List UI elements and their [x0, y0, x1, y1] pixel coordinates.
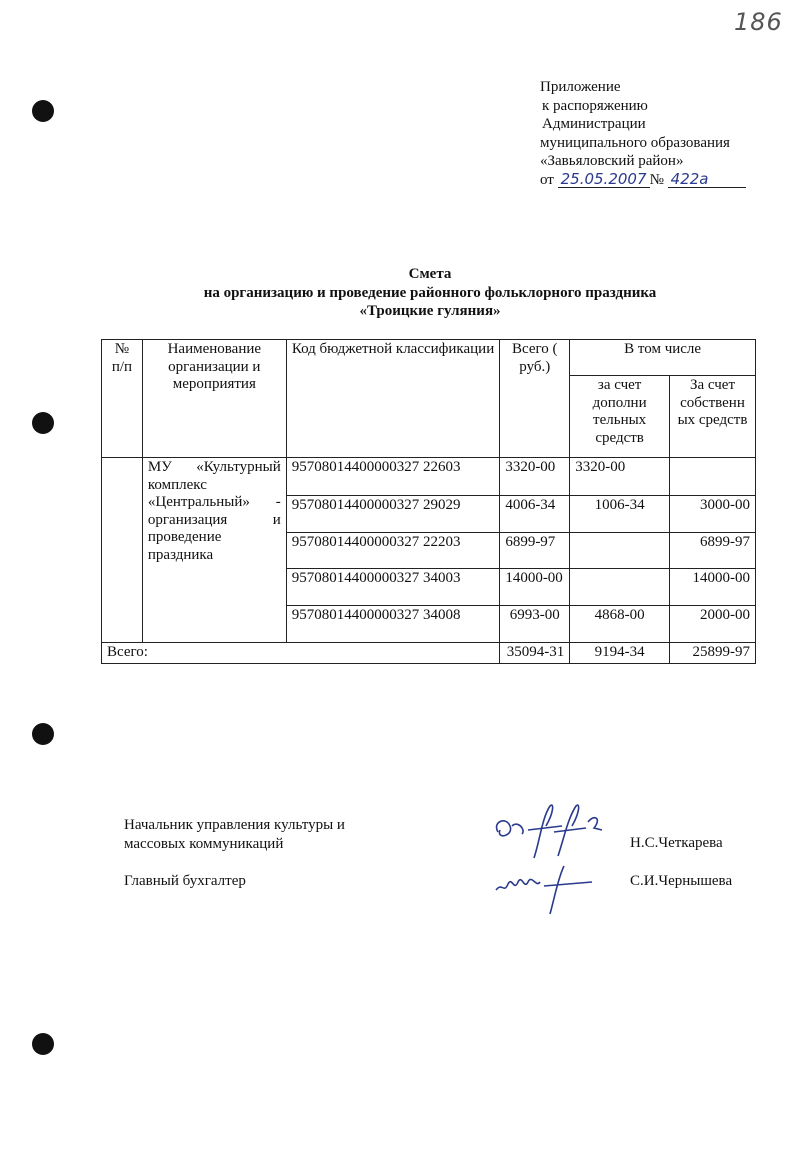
accountant-role: Главный бухгалтер	[124, 873, 246, 889]
table-header-row	[102, 340, 756, 376]
table-row	[102, 458, 756, 496]
punch-hole	[32, 412, 54, 434]
own-cell: 2000-00	[670, 606, 756, 643]
additional-cell	[570, 569, 670, 606]
document-title	[100, 265, 760, 321]
appendix-line: муниципального образования	[540, 134, 730, 151]
total-cell: 3320-00	[500, 458, 570, 496]
appendix-block	[540, 78, 746, 189]
accountant-signature	[492, 860, 602, 916]
code-cell: 95708014400000327 34003	[286, 569, 500, 606]
additional-cell	[570, 533, 670, 569]
header-name: Наименование организации и мероприятия	[142, 340, 286, 458]
head-role-line: Начальник управления культуры и	[124, 817, 345, 833]
appendix-line: Приложение	[540, 79, 621, 95]
appendix-line: Администрации	[542, 116, 646, 132]
additional-cell: 1006-34	[570, 496, 670, 533]
own-cell: 6899-97	[670, 533, 756, 569]
order-date: 25.05.2007	[558, 171, 650, 188]
total-cell: 6993-00	[500, 606, 570, 643]
additional-cell: 3320-00	[570, 458, 670, 496]
own-cell	[670, 458, 756, 496]
additional-cell: 4868-00	[570, 606, 670, 643]
title-line: Смета	[408, 266, 452, 282]
number-prefix: №	[649, 171, 664, 188]
order-number: 422а	[668, 171, 746, 188]
estimate-table	[101, 339, 756, 664]
date-prefix: от	[540, 171, 554, 188]
title-line: на организацию и проведение районного фольклорного праздника	[203, 284, 657, 301]
header-code: Код бюджетной классификации	[286, 340, 500, 458]
appendix-line: к распоряжению	[542, 97, 648, 114]
code-cell: 95708014400000327 34008	[286, 606, 500, 643]
punch-hole	[32, 723, 54, 745]
own-cell: 3000-00	[670, 496, 756, 533]
header-num: № п/п	[102, 340, 143, 458]
title-line: «Троицкие гуляния»	[359, 303, 501, 319]
table-total-row	[102, 643, 756, 664]
own-cell: 14000-00	[670, 569, 756, 606]
row-number-cell	[102, 458, 143, 643]
header-own: За счет собственн ых средств	[670, 376, 756, 458]
code-cell: 95708014400000327 29029	[286, 496, 500, 533]
signature-roles	[124, 816, 345, 891]
organization-cell: МУ «Культурный комплекс «Центральный» - организация и проведение праздника	[142, 458, 286, 643]
code-cell: 95708014400000327 22203	[286, 533, 500, 569]
total-cell: 4006-34	[500, 496, 570, 533]
total-cell: 6899-97	[500, 533, 570, 569]
header-additional: за счет дополни тельных средств	[570, 376, 670, 458]
total-cell: 14000-00	[500, 569, 570, 606]
code-cell: 95708014400000327 22603	[286, 458, 500, 496]
order-date-line	[540, 171, 746, 190]
header-total: Всего ( руб.)	[500, 340, 570, 458]
grand-additional: 9194-34	[570, 643, 670, 664]
header-including: В том числе	[570, 340, 756, 376]
grand-total: 35094-31	[500, 643, 570, 664]
head-name: Н.С.Четкарева	[630, 835, 723, 851]
head-role-line: массовых коммуникаций	[124, 835, 284, 852]
signature-names	[630, 834, 732, 890]
grand-own: 25899-97	[670, 643, 756, 664]
accountant-name: С.И.Чернышева	[630, 872, 733, 889]
appendix-line: «Завьяловский район»	[540, 153, 684, 169]
total-label: Всего:	[102, 643, 500, 664]
punch-hole	[32, 1033, 54, 1055]
punch-hole	[32, 100, 54, 122]
page-number: 186	[734, 8, 783, 36]
head-signature	[488, 800, 608, 862]
